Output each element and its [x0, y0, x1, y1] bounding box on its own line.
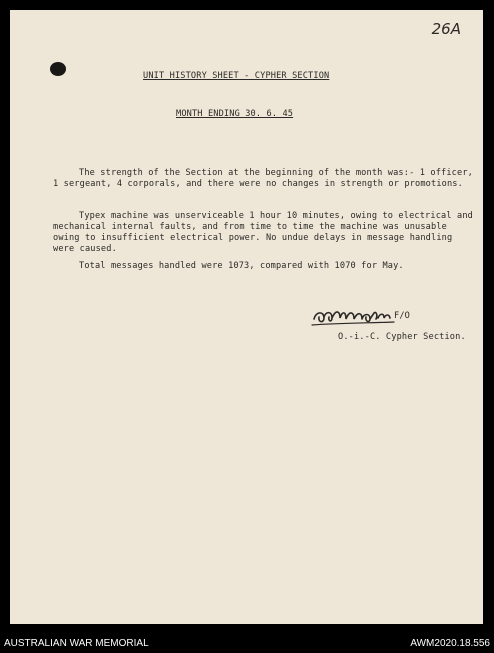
punch-hole: [50, 62, 66, 76]
signature-rank: F/O: [394, 311, 410, 321]
footer-institution: AUSTRALIAN WAR MEMORIAL: [4, 638, 149, 649]
month-ending: MONTH ENDING 30. 6. 45: [176, 109, 294, 119]
signatory-title: O.-i.-C. Cypher Section.: [338, 332, 466, 342]
paragraph-typex: Typex machine was unserviceable 1 hour 10 minutes, owing to electrical and mechanical internal faults, and from time to time the machine was unusable owing to insufficient electrical power. No undue delays in message handling were caused.: [53, 211, 473, 254]
document-title: UNIT HISTORY SHEET - CYPHER SECTION: [143, 71, 330, 81]
paragraph-messages: Total messages handled were 1073, compared with 1070 for May.: [79, 261, 404, 271]
document-page: [10, 10, 483, 624]
page-number: 26A: [431, 20, 461, 38]
footer-accession-number: AWM2020.18.556: [410, 638, 490, 649]
paragraph-strength: The strength of the Section at the beginning of the month was:- 1 officer, 1 sergeant, 4 corporals, and there were no changes in strength or promotions.: [53, 168, 473, 189]
footer-bar: [0, 634, 494, 653]
